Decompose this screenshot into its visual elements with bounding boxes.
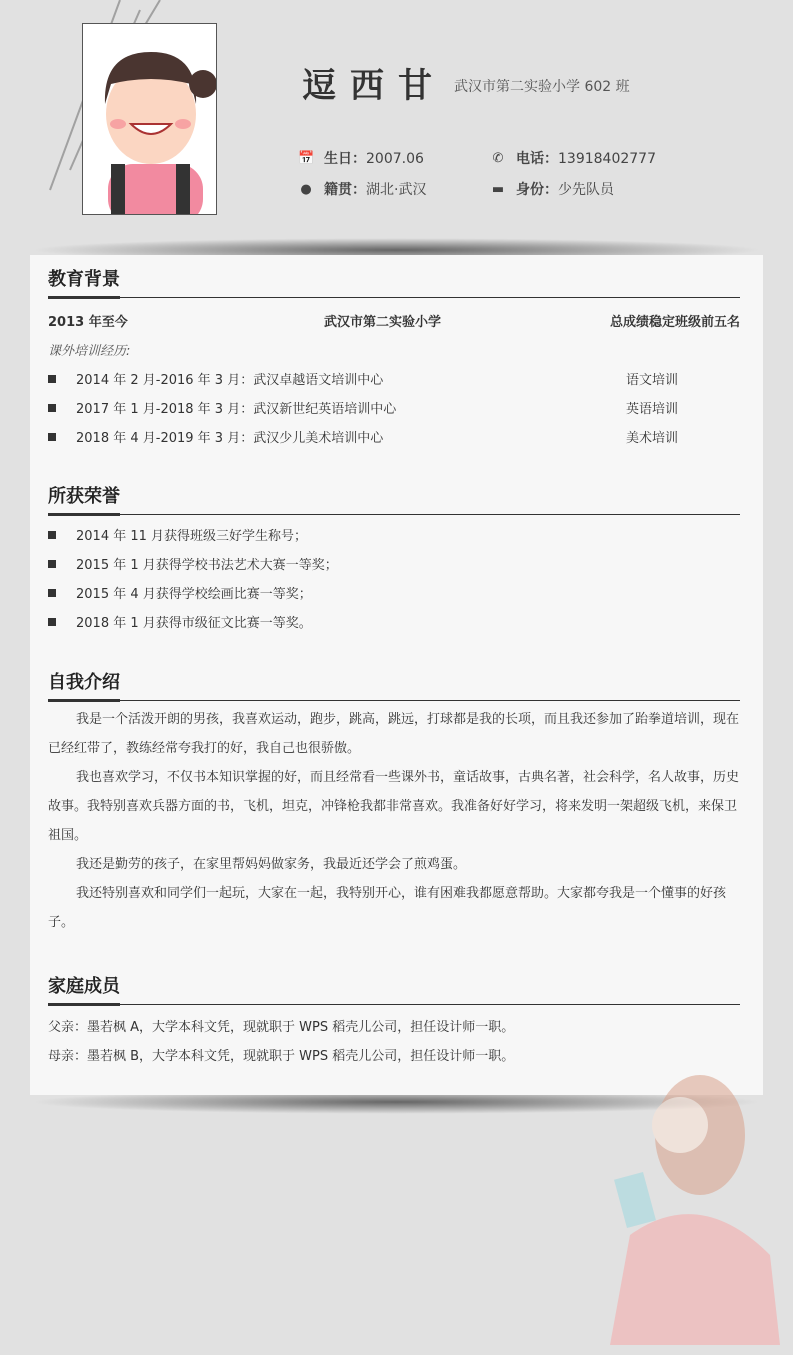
training-type: 英语培训 [626, 402, 679, 417]
education-section-header [48, 265, 740, 298]
identity-info [490, 179, 614, 199]
training-label: 课外培训经历: [48, 344, 131, 359]
intro-section-header [48, 668, 740, 701]
family-title: 家庭成员 [48, 972, 120, 1006]
phone-label: 电话： [516, 151, 558, 167]
intro-paragraph: 我还特别喜欢和同学们一起玩，大家在一起，我特别开心，谁有困难我都愿意帮助。大家都夸我是一个懂事的好孩子。 [48, 886, 727, 930]
honor-item: 2018 年 1 月获得市级征文比赛一等奖。 [48, 612, 740, 632]
location-pin-icon: ● [300, 181, 312, 197]
phone-icon: ✆ [492, 150, 504, 166]
education-result: 总成绩稳定班级前五名 [609, 315, 740, 330]
identity-label: 身份： [516, 182, 558, 198]
honors-section-header [48, 482, 740, 515]
family-section-header [48, 972, 740, 1005]
honors-title: 所获荣誉 [48, 482, 120, 516]
honor-item: 2015 年 4 月获得学校绘画比赛一等奖； [48, 583, 740, 603]
education-main-row [48, 311, 740, 331]
intro-paragraph: 我还是勤劳的孩子，在家里帮妈妈做家务，我最近还学会了煎鸡蛋。 [76, 857, 467, 872]
phone-value: 13918402777 [558, 151, 656, 167]
birthday-value: 2007.06 [366, 151, 424, 167]
training-type: 美术培训 [626, 431, 679, 446]
training-item [48, 398, 740, 418]
family-member: 父亲：墨若枫 A，大学本科文凭，现就职于 WPS 稻壳儿公司，担任设计师一职。 [48, 1020, 515, 1035]
origin-value: 湖北·武汉 [366, 182, 427, 198]
candidate-name: 逗西甘 [302, 66, 446, 106]
birthday-label: 生日： [324, 151, 366, 167]
origin-info [298, 179, 426, 199]
resume-body [30, 255, 763, 1095]
candidate-school: 武汉市第二实验小学 602 班 [454, 79, 630, 95]
identity-value: 少先队员 [558, 182, 614, 198]
phone-info [490, 148, 656, 168]
origin-label: 籍贯： [324, 182, 366, 198]
birthday-info [298, 148, 424, 168]
intro-paragraph: 我也喜欢学习，不仅书本知识掌握的好，而且经常看一些课外书，童话故事，古典名著，社会科学，名人故事，历史故事。我特别喜欢兵器方面的书，飞机，坦克，冲锋枪我都非常喜欢。我准备好好学习，将来发明一架超级飞机，来保卫祖国。 [48, 770, 740, 843]
training-type: 语文培训 [626, 373, 679, 388]
training-text: 2017 年 1 月-2018 年 3 月：武汉新世纪英语培训中心 [76, 402, 397, 417]
intro-title: 自我介绍 [48, 668, 120, 702]
intro-paragraph: 我是一个活泼开朗的男孩，我喜欢运动，跑步，跳高，跳远，打球都是我的长项，而且我还参加了跆拳道培训，现在已经红带了，教练经常夸我打的好，我自己也很骄傲。 [48, 712, 740, 756]
avatar [82, 23, 217, 215]
family-member: 母亲：墨若枫 B，大学本科文凭，现就职于 WPS 稻壳儿公司，担任设计师一职。 [48, 1049, 515, 1064]
id-card-icon: ▬ [491, 181, 505, 197]
girl-reading-illustration [550, 1055, 790, 1355]
training-item [48, 427, 740, 447]
honor-item: 2015 年 1 月获得学校书法艺术大赛一等奖； [48, 554, 740, 574]
training-text: 2014 年 2 月-2016 年 3 月：武汉卓越语文培训中心 [76, 373, 384, 388]
calendar-icon: 📅 [298, 150, 315, 166]
education-school: 武汉市第二实验小学 [324, 315, 442, 330]
training-item [48, 369, 740, 389]
intro-text [48, 705, 744, 937]
training-text: 2018 年 4 月-2019 年 3 月：武汉少儿美术培训中心 [76, 431, 384, 446]
education-period: 2013 年至今 [48, 315, 128, 330]
honor-item: 2014 年 11 月获得班级三好学生称号； [48, 525, 740, 545]
education-title: 教育背景 [48, 265, 120, 299]
